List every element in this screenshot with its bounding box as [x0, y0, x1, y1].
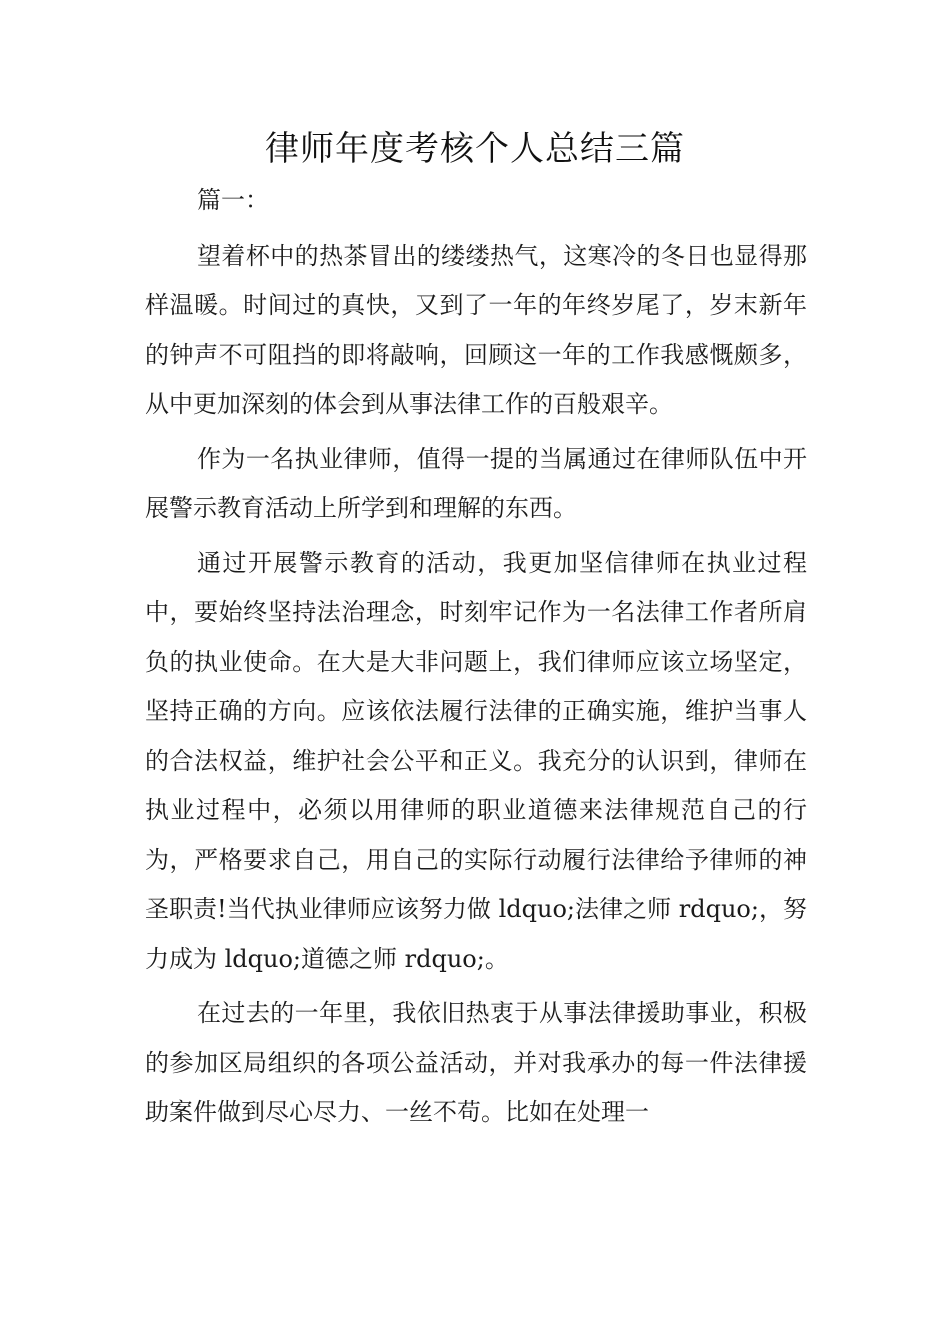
- paragraph: 在过去的一年里，我依旧热衷于从事法律援助事业，积极的参加区局组织的各项公益活动，并对我承办的每一件法律援助案件做到尽心尽力、一丝不苟。比如在处理一: [145, 999, 807, 1126]
- paragraph: 通过开展警示教育的活动，我更加坚信律师在执业过程中，要始终坚持法治理念，时刻牢记作为一名法律工作者所肩负的执业使命。在大是大非问题上，我们律师应该立场坚定，坚持正确的方向。应该依法履行法律的正确实施，维护当事人的合法权益，维护社会公平和正义。我充分的认识到，律师在执业过程中，必须以用律师的职业道德来法律规范自己的行为，严格要求自己，用自己的实际行动履行法律给予律师的神圣职责!当代执业律师应该努力做 ldquo;法律之师 rdquo;，努力成为 ldquo;道德之师 rdquo;。: [145, 548, 807, 973]
- document-title: 律师年度考核个人总结三篇: [265, 129, 685, 169]
- paragraph: 望着杯中的热茶冒出的缕缕热气，这寒冷的冬日也显得那样温暖。时间过的真快，又到了一年的年终岁尾了，岁末新年的钟声不可阻挡的即将敲响，回顾这一年的工作我感慨颇多，从中更加深刻的体会到从事法律工作的百般艰辛。: [145, 241, 807, 418]
- paragraph: 作为一名执业律师，值得一提的当属通过在律师队伍中开展警示教育活动上所学到和理解的东西。: [145, 444, 807, 522]
- section-heading: 篇一：: [197, 186, 269, 214]
- document-body: [145, 176, 807, 1143]
